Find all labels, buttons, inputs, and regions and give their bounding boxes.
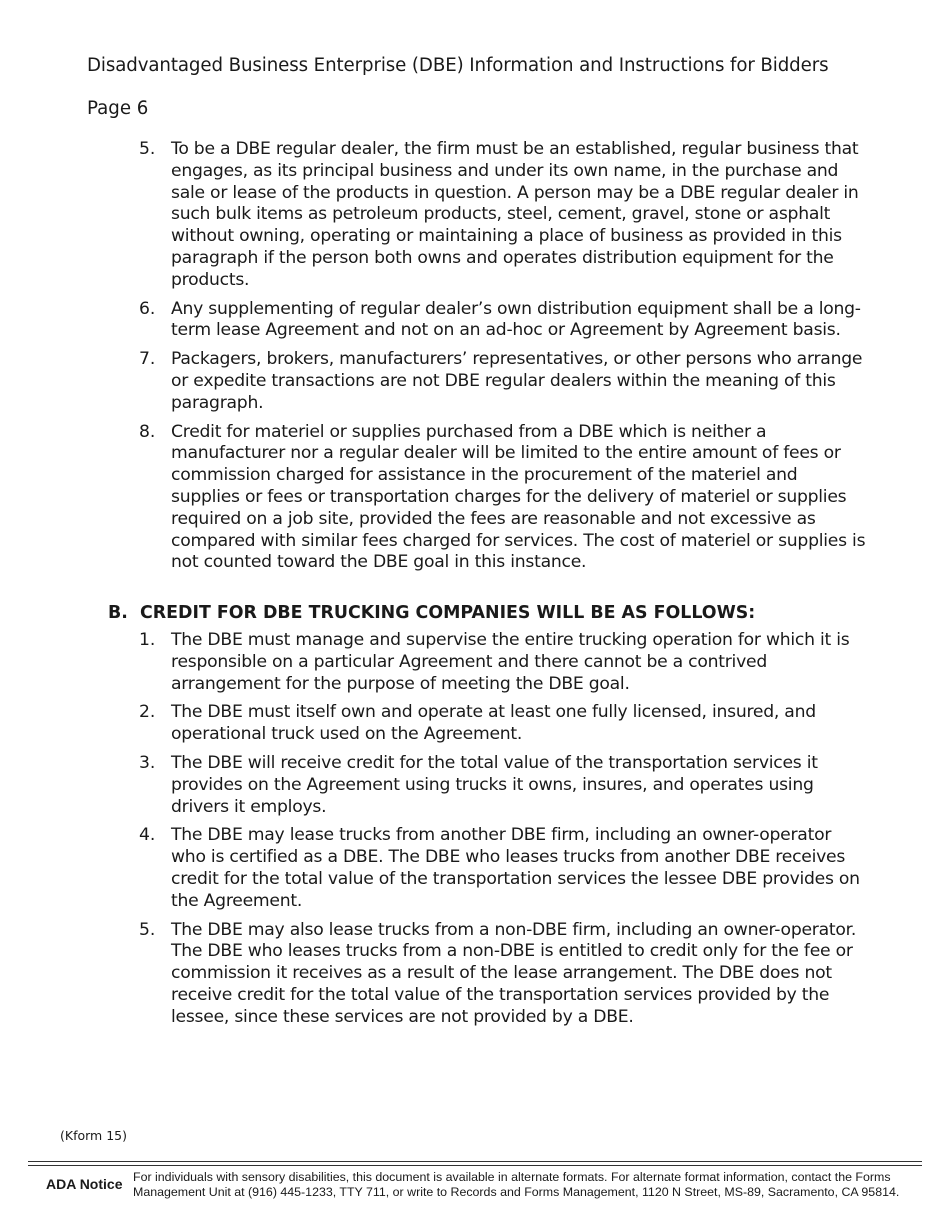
trucking-credit-list — [0, 630, 950, 1036]
section-b-heading — [108, 603, 755, 623]
page-number: Page 6 — [87, 98, 149, 119]
form-id: (Kform 15) — [60, 1128, 127, 1143]
list-item-text: Any supplementing of regular dealer’s own distribution equipment shall be a long-term lease Agreement and not on an ad-hoc or Agreement by Agreement basis. — [171, 298, 861, 341]
list-item-text: The DBE must manage and supervise the entire trucking operation for which it is responsible on a particular Agreement and there cannot be a contrived arrangement for the purpose of meeting the DBE goal. — [171, 630, 850, 694]
list-item — [139, 139, 871, 292]
list-item — [139, 349, 871, 414]
footer-divider — [28, 1161, 922, 1162]
document-title: Disadvantaged Business Enterprise (DBE) Information and Instructions for Bidders — [87, 55, 829, 76]
list-item-number: 4. — [139, 825, 156, 846]
section-letter: B. — [108, 603, 128, 623]
list-item-text: Packagers, brokers, manufacturers’ representatives, or other persons who arrange or expedite transactions are not DBE regular dealers within the meaning of this paragraph. — [171, 349, 863, 413]
list-item-number: 5. — [139, 919, 156, 940]
list-item-number: 8. — [139, 421, 156, 442]
ada-notice-label: ADA Notice — [46, 1176, 123, 1192]
footer-divider — [28, 1165, 922, 1166]
list-item-number: 6. — [139, 298, 156, 319]
list-item — [139, 298, 871, 343]
list-item-number: 2. — [139, 702, 156, 723]
list-item-text: The DBE may lease trucks from another DBE firm, including an owner-operator who is certified as a DBE. The DBE who leases trucks from another DBE receives credit for the total value of the transportation services the lessee DBE provides on the Agreement. — [171, 825, 860, 911]
list-item-number: 5. — [139, 139, 156, 159]
list-item-text: The DBE will receive credit for the total value of the transportation services it provides on the Agreement using trucks it owns, insures, and operates using drivers it employs. — [171, 752, 818, 817]
ada-notice-text: For individuals with sensory disabilities, this document is available in alternate formats. For alternate format information, contact the Forms Management Unit at (916) 445-1233, TTY 711, or write to Records and Forms Management, 1120 N Street, MS-89, Sacramento, CA 95814. — [133, 1170, 900, 1199]
list-item-number: 7. — [139, 349, 156, 370]
list-item-number: 1. — [139, 630, 156, 650]
list-item — [139, 919, 871, 1029]
dealer-credit-list — [0, 139, 950, 581]
list-item — [139, 825, 871, 912]
list-item-text: The DBE may also lease trucks from a non-DBE firm, including an owner-operator. The DBE who leases trucks from a non-DBE is entitled to credit only for the fee or commission it receives as a result of the lease arrangement. The DBE does not receive credit for the total value of the transportation services provided by the lessee, since these services are not provided by a DBE. — [171, 919, 857, 1027]
list-item — [139, 421, 871, 575]
list-item-text: Credit for materiel or supplies purchased from a DBE which is neither a manufacturer nor a regular dealer will be limited to the entire amount of fees or commission charged for assistance in the procurement of the materiel and supplies or fees or transportation charges for the delivery of materiel or supplies required on a job site, provided the fees are reasonable and not excessive as compared with similar fees charged for services. The cost of materiel or supplies is not counted toward the DBE goal in this instance. — [171, 421, 866, 573]
list-item — [139, 752, 871, 818]
list-item-number: 3. — [139, 752, 156, 773]
list-item-text: To be a DBE regular dealer, the firm must be an established, regular business that engages, as its principal business and under its own name, in the purchase and sale or lease of the products in question. A person may be a DBE regular dealer in such bulk items as petroleum products, steel, cement, gravel, stone or asphalt without owning, operating or maintaining a place of business as provided in this paragraph if the person both owns and operates distribution equipment for the products. — [171, 139, 859, 290]
section-heading-text: CREDIT FOR DBE TRUCKING COMPANIES WILL BE AS FOLLOWS: — [140, 603, 756, 623]
list-item — [139, 630, 871, 695]
list-item-text: The DBE must itself own and operate at least one fully licensed, insured, and operational truck used on the Agreement. — [171, 702, 816, 745]
list-item — [139, 702, 871, 746]
